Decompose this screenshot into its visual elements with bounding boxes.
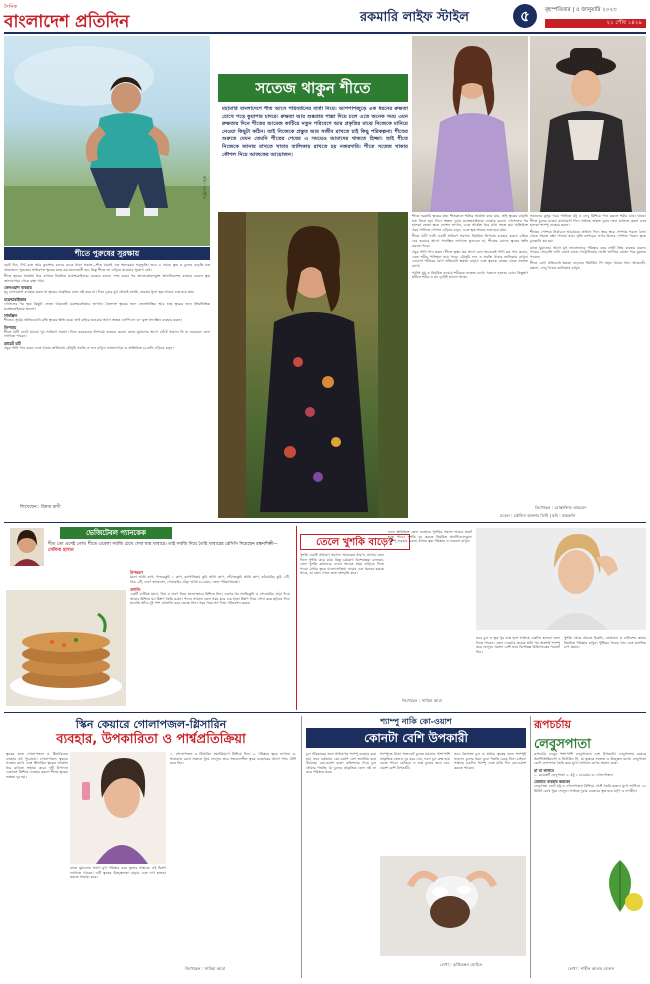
rup-intro: রূপচর্চায় লেবুর পাশাপাশি লেবুপাতাও বেশ উপকারী। লেবুপাতায় রয়েছে অ্যান্টিঅক্সিডেন্ট ও ভিটামিন সি, যা ত্বককে সতেজ ও উজ্জ্বল রাখে। লেবুপাতা বেটে ফেসপ্যাক তৈরি করে মুখে লাগালে ব্রণের সমস্যা কমে। [534,752,646,766]
rup-items: ১. কয়েকটি লেবুপাতা ২. মধু ১ চা-চামচ ৩. গোলাপজল [534,772,613,777]
rose-author: লিখেছেন : সাবিহা আরা [185,966,226,971]
men-photo [4,36,210,246]
pancake-photo [6,590,126,706]
winter-model-photo-right1 [412,36,528,212]
veg-title: ভেজিটেবল প্যানকেক [60,527,172,539]
winter-headline: সতেজ থাকুন শীতে [218,74,408,102]
section-title: রকমারি লাইফ স্টাইল [360,10,469,25]
men-subhead-body: প্রচুর পানি পান করুন এবং খাবার তালিকায় মৌসুমি সবজি ও ফল রাখুন। ভাজাপোড়া ও অতিরিক্ত চা-কফি এড়িয়ে চলুন। [4,345,174,350]
rup-subhead: যেভাবে ব্যবহার করবেন [534,779,570,785]
rup-title-line2: লেবুসপাতা [534,737,591,752]
winter-paragraph: শীতে ঠোঁট ফাটা একটি সাধারণ সমস্যা। নিয়মিত লিপবাম ব্যবহার করুন। বাইরে বের হওয়ার আগে সানস্ক্রিন লাগাতে ভুলবেন না, শীতের রোদও ত্বকের ক্ষতি করতে পারে। [412,234,528,248]
rose-col1: ত্বকের যত্নে গোলাপজল ও গ্লিসারিনের ব্যবহার বহু পুরোনো। গোলাপজল ত্বককে সতেজ রাখে এবং গ্লিসারিন ত্বকের আর্দ্রতা ধরে রাখতে সাহায্য করে। দুটি উপাদান একসঙ্গে মিশিয়ে ব্যবহার করলে শীতে ত্বকের শুষ্কতা দূর হয়। [6,752,68,779]
oil-title: তেলে খুশকি বাড়ে? [300,534,410,550]
men-paragraph: ছোট দিন, দীর্ঘ রাত আর কুয়াশার চাদরে ঢেকে থাকা সকাল—শীত মানেই এক অন্যরকম অনুভূতি। তবে এ সময়ে ত্বক ও চুলের বাড়তি যত্ন প্রয়োজন। পুরুষেরা সাধারণত ত্বকের যত্নে কম মনোযোগী হন, কিন্তু শীতে তা এড়িয়ে যাওয়ার সুযোগ নেই। [4,263,210,272]
chef-face-icon [10,528,44,566]
masthead-logo: বাংলাদেশ প্রতিদিন [4,12,130,32]
lemon-leaf-icon [594,856,646,916]
veg-method-title: প্রণালি [130,587,141,593]
rup-method: লেবুপাতা বেটে মধু ও গোলাপজল মিশিয়ে পেস্ট তৈরি করুন। মুখে লাগিয়ে ১৫ মিনিট রেখে ধুয়ে ফেলুন। সপ্তাহে দুবার ব্যবহারে ত্বক হবে মসৃণ ও দাগহীন। [534,784,646,793]
shampoo-kicker: শ্যাম্পু নাকি কো-ওয়াশ [380,717,452,726]
winter-model-photo-right2 [530,36,646,212]
oil-col4: খুশকি থেকে বাঁচতে চিরুনি, তোয়ালে ও বালিশের কভার নিয়মিত পরিষ্কার রাখুন। পুষ্টিকর খাবার খান এবং মানসিক চাপ কমান। [564,636,646,650]
winter-paragraph: পর্যাপ্ত ঘুম ও নিয়মিত ব্যায়াম শরীরকে সতেজ রাখে। সকালে হালকা রোদে কিছুক্ষণ হাঁটলে শরীর ও মন দুটোই ভালো থাকে। [412,270,528,280]
winter-model-photo-center [218,212,408,518]
dandruff-photo [476,528,646,630]
oil-col1: খুশকি একটি সাধারণ সমস্যা। অনেকের ধারণা, মাথায় তেল দিলে খুশকি কমে যায়। কিন্তু চর্মরোগ বিশেষজ্ঞরা বলছেন, তেল খুশকি কমানোর বদলে অনেক সময় বাড়িয়ে দিতে পারে। মাথার ত্বকে ম্যালাসেজিয়া নামের এক ধরনের ছত্রাক থাকে, যা তেল পেলে দ্রুত বংশবৃদ্ধি করে। [300,553,384,576]
men-paragraph: শীতে ত্বকের আর্দ্রতা ধরে রাখতে নিয়মিত ময়েশ্চারাইজার ব্যবহার করুন। শেভ করার পর অ্যালকোহলমুক্ত আফটারশেভ ব্যবহার করলে ত্বক জ্বালাপোড়া থেকে রক্ষা পায়। [4,274,210,283]
shampoo-title: কোনটা বেশি উপকারী [306,728,526,748]
woman-with-spray-illustration [70,752,166,864]
page-number: ৫ [513,4,537,28]
veg-note-text: শীত তো এসেই গেল। শীতে এবেলা সবজি চেখে দেখা যায় খাবারে। তাই সবজি দিয়ে তৈরি খাবারের রেসিপি দিয়েছেন রন্ধনশিল্পী— [48,542,278,547]
hair-wash-photo [380,856,526,956]
veg-ingredients [130,570,290,606]
divider-vertical-2 [301,716,302,978]
winter-credit: মডেল : তৌহিদা আক্তার তিথি | ছবি : কামরুলি [500,513,576,518]
oil-col3: তবে চুল ও ত্বক খুব শুষ্ক হলে সপ্তাহে একদিন হালকা তেল দিতে পারেন। তেল দেওয়ার কয়েক ঘণ্টা পর অবশ্যই শ্যাম্পু করে ফেলুন। সমস্যা বেশি হলে বিশেষজ্ঞ চিকিৎসকের পরামর্শ নিন। [476,636,560,654]
rup-title [534,716,646,756]
date-bangla: ২১ পৌষ ১৪২৯ [545,19,646,28]
divider-lower [4,712,646,713]
rose-title: ব্যবহার, উপকারিতা ও পার্শ্বপ্রতিক্রিয়া [56,732,246,747]
rose-model-photo [70,752,166,864]
shampoo-author: লেখা : তৃপ্তিরঞ্জন মোহিত [440,962,483,967]
men-subhead-body: শীতে ঠোঁট ফেটে যাওয়া খুব সাধারণ সমস্যা। দিনে কয়েকবার লিপবাম ব্যবহার করুন। রাতে ঘুমানোর আগে ঠোঁটে সামান্য ঘি বা নারকেল তেল লাগাতে পারেন। [4,329,210,339]
chef-avatar [10,528,44,566]
rup-title-line1: রূপচর্চায় [534,718,572,731]
men-photo-credit: ছবি : সংগৃহীত [202,176,207,199]
model-lilac-illustration [412,36,528,212]
winter-paragraph: রাতে ঘুমানোর আগে মুখ ভালোভাবে পরিষ্কার করে নাইট ক্রিম ব্যবহার করুন। পায়ের গোড়ালি ফাটা রোধে রাতে পেট্রোলিয়াম জেলি লাগিয়ে মোজা পরে ঘুমাতে পারেন। [530,245,646,259]
man-figure-illustration [4,36,210,246]
winter-col-right [530,214,646,504]
date-english: বৃহস্পতিবার | ৫ জানুয়ারি ২০২৩ [545,7,617,13]
veg-ing-title: উপকরণ [130,570,143,575]
winter-paragraph: সকালের কুসুম গরম পানিতে মধু ও লেবু মিশিয়ে পান করলে শরীর চাঙা থাকে। শীতে চুলের যত্নেও মনোযোগ দিন। সপ্তাহে অন্তত দুবার তেল ম্যাসাজ করুন এবং হালকা শ্যাম্পু ব্যবহার করুন। [530,214,646,228]
hair-washing-illustration [380,856,526,956]
winter-paragraph: প্রচুর পানি পান করুন। শীতে তৃষ্ণা কম লাগে বলে অনেকেই পানি কম পান করেন, এতে শরীর পানিশূন্য হয়ে পড়ে। মৌসুমি ফল ও সবজি খাবার তালিকায় রাখুন। এগুলো শরীরের রোগ প্রতিরোধ ক্ষমতা বাড়ায় এবং ত্বককে ভেতর থেকে সতেজ রাখে। [412,250,528,268]
veg-ing-text: ময়দা আধা কাপ, গাজরকুচি ১ কাপ, ক্যাপসিকাম কুচি আধা কাপ, পেঁয়াজকুচি আধা কাপ, কাঁচামরিচ কুচি ২টি, ডিম ২টি, লবণ স্বাদমতো, গোলমরিচ গুঁড়া আধা চা-চামচ, তেল পরিমাণমতো। [130,575,290,584]
men-subhead-body: শীতেও সূর্যের অতিবেগুনি রশ্মি ত্বকের ক্ষতি করে। তাই বাইরে যাওয়ার আগে অন্তত এসপিএফ ৩০ যুক্ত সানস্ক্রিন ব্যবহার করুন। [4,318,182,323]
shampoo-col3: তবে তৈলাক্ত চুল ও মাথার ত্বকের জন্য শ্যাম্পুই ভালো। চুলের ধরন বুঝে পদ্ধতি বেছে নিন। চাইলে সপ্তাহে একদিন শ্যাম্পু এবং বাকি দিন কো-ওয়াশ করতে পারেন। [454,752,526,770]
men-subhead-body: গোসলের পর ত্বক কিছুটা ভেজা থাকতেই ময়েশ্চারাইজার লাগান। তৈলাক্ত ত্বকের জন্য জেলভিত্তিক আর শুষ্ক ত্বকের জন্য ক্রিমভিত্তিক ময়েশ্চারাইজার ভালো। [4,301,210,311]
men-subhead: ময়েশ্চারাইজার [4,296,27,302]
men-title: শীতে পুরুষের সুরক্ষায় [4,247,210,260]
oil-author: লিখেছেন : সাবিহা আরা [402,698,443,703]
header-rule [4,32,646,34]
winter-paragraph: শীতে দরকারি ত্বকের যত্ন। শীতকালে শরীরে আর্দ্রতা কমে যায়, তাই ত্বকের বাড়তি যত্ন নিতে হয়। দিনে অন্তত দুবার ময়েশ্চারাইজার ব্যবহার করুন। গোসলের পর হালকা ভেজা ত্বকে লোশন লাগান, এতে আর্দ্রতা ধরে রাখা সহজ হয়। অতিরিক্ত গরম পানিতে গোসল এড়িয়ে চলুন, এতে ত্বক আরও শুষ্ক হয়ে যায়। [412,214,528,232]
masthead [4,4,154,32]
veg-chef-note [48,542,292,554]
men-body [4,263,210,503]
rup-subhead: যা যা লাগবে [534,767,554,773]
men-subhead-body: মৃদু ফেসওয়াশ ব্যবহার করুন যা ত্বকের প্রাকৃতিক তেল নষ্ট করে না। দিনে দুবার মুখ ধোয়াই যথেষ্ট, বারবার ধুলে ত্বক আরও শুষ্ক হয়ে যায়। [4,290,195,295]
veg-method-text: একটি বাটিতে ময়দা, ডিম ও লবণ নিয়ে ভালোভাবে মিশিয়ে নিন। এরপর সব সবজিকুচি ও গোলমরিচ গুঁড়া দিয়ে আবার মিশিয়ে ঘন মিশ্রণ তৈরি করুন। প্যানে সামান্য তেল গরম করে এক হাতা মিশ্রণ দিয়ে গোল করে ছড়িয়ে দিন। মাঝারি আঁচে দুই পাশ সোনালি করে ভেজে নিন। গরম গরম সস দিয়ে পরিবেশন করুন। [130,592,290,606]
model-hat-illustration [530,36,646,212]
men-subhead: লিপবাম [4,324,17,330]
men-subhead: ফেসওয়াশ ব্যবহার [4,285,32,291]
lemon-leaf-photo [594,856,646,916]
oil-col2: ফলে অতিরিক্ত তেল ব্যবহারে খুশকির সমস্যা আরও প্রকট হতে পারে। খুশকি দূর করতে নিয়মিত অ্যান্টিড্যানড্রাফ শ্যাম্পু ব্যবহার করুন। মাথার ত্বক পরিষ্কার ও শুকনো রাখুন। [388,530,472,544]
shampoo-col2: শ্যাম্পুতে থাকা সালফেট চুলের ময়লার পাশাপাশি প্রাকৃতিক তেলও দূর করে দেয়, ফলে চুল রুক্ষ হয়ে যেতে পারে। কোঁকড়া ও শুষ্ক চুলের জন্য কো-ওয়াশ বেশি উপকারী। [380,752,450,770]
winter-intro: মহামারি বাংলাদেশে শীত আসে পরিবর্তনের বার্তা নিয়ে। আশপাশজুড়ে এক ধরনের রুক্ষতা চোখে পড়ে কুয়াশার চাদরে। রুক্ষতা আর শুষ্কতার পাল্লা দিয়ে চলে এতে অনেক সময় এমন রুক্ষতার দিনে শীতের আমেজ কাটিয়ে নতুন পরিবেশে আর প্রকৃতির মাঝে নিজেকে মানিয়ে নেওয়া কিছুটা কঠিন। তাই নিজেকে প্রস্তুত আর সজীব রাখতে চাই কিছু পরিকল্পনা। শীতের শুরুতে যেমন তেমনি শীতের শেষের এ সময়েও আমাদের থাকতে হিজ্জা। তাই শীতে নিজেকে জানার রাখতে খাবার তালিকায় রাখতে হয় নজরদারি। শীতে সতেজ থাকার কৌশল নিয়ে আজকের আয়োজন। [222,106,408,158]
veg-chef-name: সেলিনা হাসান [48,548,74,553]
pancake-stack-illustration [6,590,126,706]
divider-vertical-3 [530,716,531,978]
rup-author: লেখা : শাহীন আলম দোলন [568,966,615,971]
rose-col2: রাতে ঘুমানোর আগে মুখ পরিষ্কার করে তুলার সাহায্যে এই মিশ্রণ লাগাতে পারেন। এটি ত্বকের উজ্জ্বলতা বাড়ায় এবং দাগ হালকা করতে সাহায্য করে। [70,866,166,880]
masthead-tagline: দৈনিক [4,4,18,10]
divider-vertical-1 [296,526,297,710]
winter-paragraph: শীতের পোশাক নির্বাচনে আরামকে প্রাধান্য দিন। স্তরে স্তরে পোশাক পরলে ঠান্ডা থেকে সহজে রক্ষা পাওয়া যায়। সুতি কাপড়ের ওপর উলের পোশাক পরলে ত্বকে চুলকানি কম হয়। [530,229,646,243]
woman-scratching-head-illustration [476,528,646,630]
rose-kicker: স্কিন কেয়ারে গোলাপজল-গ্লিসারিন [75,718,227,731]
model-figure-illustration [218,212,408,518]
winter-col-left [412,214,528,519]
men-subhead: ডায়েট চার্ট [4,340,21,346]
winter-author: লিখেছেন : মোস্তাফিজ আহমেদ [535,505,587,510]
divider-mid [4,522,646,523]
men-subhead: সানস্ক্রিন [4,313,17,319]
winter-paragraph: শীতে রোগ প্রতিরোধ ক্ষমতা বাড়াতে ভিটামিন সি সমৃদ্ধ খাবার খান। আমলকী, কমলা, লেবু খাবার তালিকায় রাখুন। [530,261,646,270]
shampoo-col1: চুল পরিষ্কারের জন্য সাধারণত শ্যাম্পু ব্যবহার করা হয়। তবে বর্তমানে কো-ওয়াশ বেশ জনপ্রিয় হয়ে উঠেছে। কো-ওয়াশ হলো কন্ডিশনার দিয়ে চুল ধোয়ার পদ্ধতি, যা চুলের প্রাকৃতিক তেল নষ্ট না করে পরিষ্কার করে। [306,752,376,775]
men-author: লিখেছেন : রিয়াম রাখী [20,505,61,510]
rose-col3: ১. গোলাপজল ও গ্লিসারিন সমপরিমাণে মিশিয়ে নিন। ২. পরিষ্কার ত্বকে লাগান। ৩. সারারাত রেখে সকালে ধুয়ে ফেলুন। তবে সংবেদনশীল ত্বকে ব্যবহারের আগে প্যাচ টেস্ট করে নিন। [170,752,296,766]
